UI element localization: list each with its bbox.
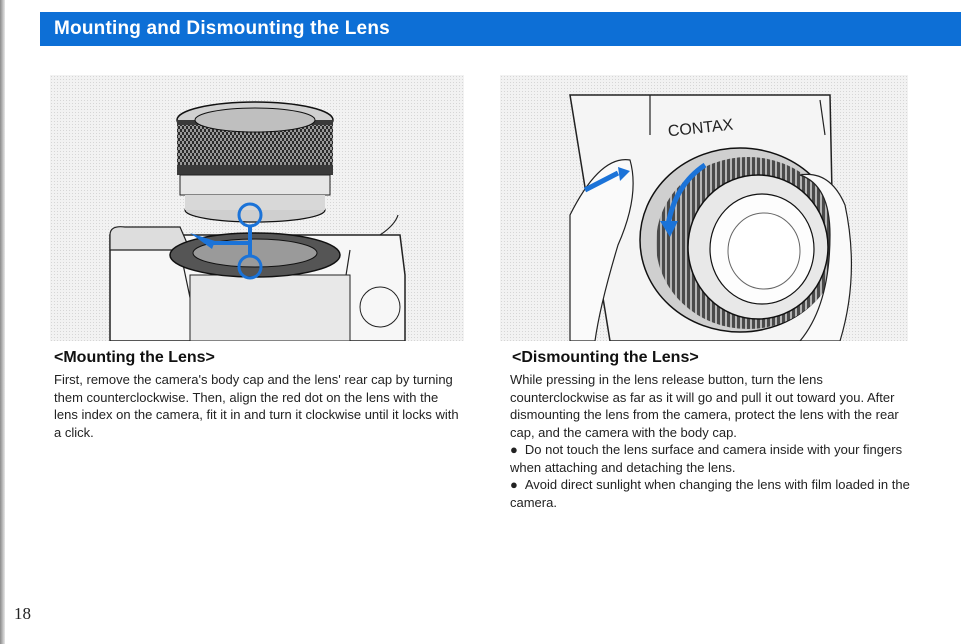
page-edge-shadow (0, 0, 5, 644)
bullet-text: Do not touch the lens surface and camera inside with your fingers when attaching and detaching the lens. (510, 442, 903, 475)
mounting-figure (50, 75, 464, 341)
mounting-paragraph: First, remove the camera's body cap and the lens' rear cap by turning them counterclockwise. Then, align the red dot on the lens with the lens index on the camera, fit it in and turn it clockwise until it locks with a click. (54, 372, 459, 440)
bullet-text: Avoid direct sunlight when changing the lens with film loaded in the camera. (510, 477, 910, 510)
dismounting-body (510, 371, 910, 511)
lens-mount-illustration (50, 75, 464, 341)
bullet-icon: ● (510, 442, 518, 457)
bullet-item (510, 441, 910, 476)
section-header (40, 12, 961, 46)
dismounting-figure (500, 75, 908, 341)
mounting-heading: <Mounting the Lens> (54, 349, 215, 366)
section-title: Mounting and Dismounting the Lens (54, 18, 390, 39)
page-number: 18 (14, 604, 31, 623)
bullet-item (510, 476, 910, 511)
lens-dismount-illustration (500, 75, 908, 341)
bullet-icon: ● (510, 477, 518, 492)
dismounting-paragraph: While pressing in the lens release button, turn the lens counterclockwise as far as it will go and pull it out toward you. After dismounting the lens from the camera, protect the lens with the rear cap, and the camera with the body cap. (510, 372, 899, 440)
dismounting-heading: <Dismounting the Lens> (512, 349, 699, 366)
camera-brand-label: CONTAX (667, 116, 735, 141)
